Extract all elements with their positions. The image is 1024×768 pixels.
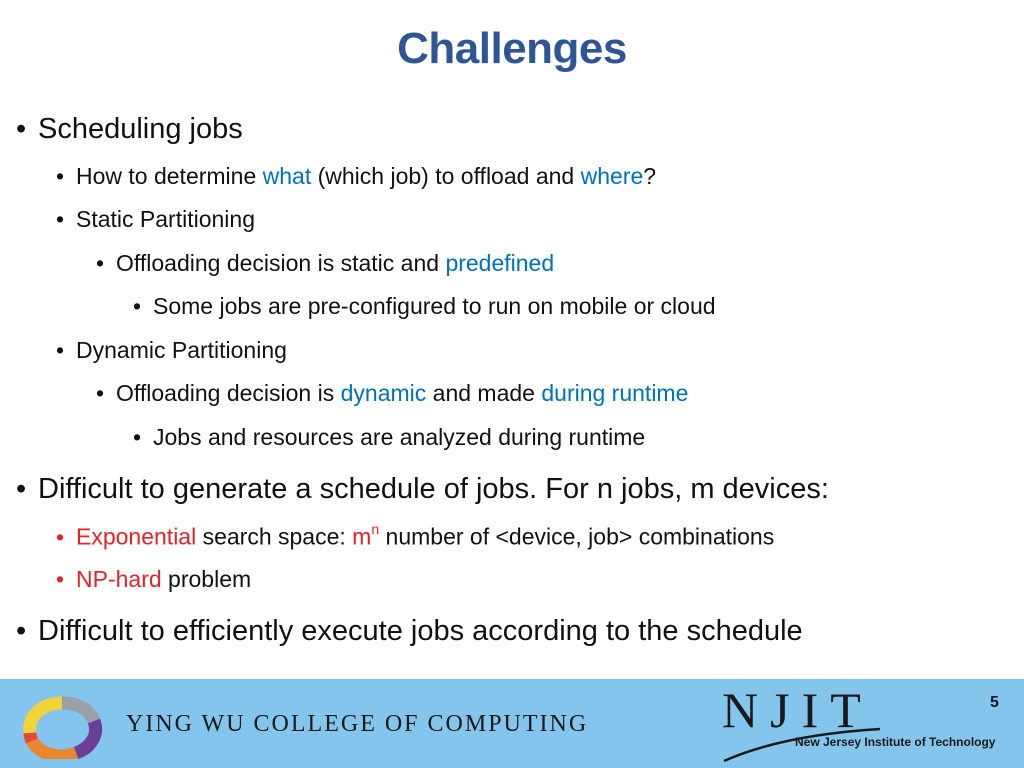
bullet-item: [133, 293, 716, 320]
bullet-dot-icon: •: [56, 337, 65, 363]
bullet-dot-icon: •: [56, 163, 65, 189]
bullet-dot-icon: •: [56, 523, 65, 550]
bullet-text: m: [352, 523, 372, 550]
slide-title: Challenges: [397, 24, 627, 73]
bullet-text: Some jobs are pre-configured to run on mobile or cloud: [153, 293, 716, 319]
bullet-dot-icon: •: [16, 473, 27, 505]
bullet-dot-icon: •: [96, 250, 105, 276]
page-number: 5: [990, 694, 999, 711]
bullet-text: Jobs and resources are analyzed during runtime: [153, 424, 646, 450]
bullet-text: Difficult to generate a schedule of jobs. For n jobs, m devices:: [38, 473, 829, 505]
institute-name: New Jersey Institute of Technology: [795, 735, 996, 749]
bullet-text: predefined: [445, 250, 555, 276]
bullet-item: [56, 206, 255, 233]
bullet-text: where: [580, 163, 644, 189]
bullet-text: and made: [426, 380, 542, 406]
bullet-text: problem: [161, 566, 252, 592]
bullet-text: Static Partitioning: [76, 206, 255, 232]
bullet-item: [56, 566, 251, 593]
footer-banner: [0, 679, 1024, 768]
bullet-text: How to determine: [76, 163, 263, 189]
bullet-item: [133, 424, 645, 451]
bullet-text: ?: [643, 163, 657, 189]
bullet-dot-icon: •: [56, 566, 65, 592]
njit-logo-text: NJIT: [722, 682, 873, 738]
bullet-text: Scheduling jobs: [38, 113, 243, 145]
bullet-text: dynamic: [340, 380, 427, 406]
bullet-dot-icon: •: [96, 380, 105, 406]
bullet-item: [16, 473, 829, 506]
bullet-text: what: [262, 163, 312, 189]
bullet-item: [56, 163, 656, 190]
bullet-dot-icon: •: [16, 113, 27, 145]
bullet-text: Exponential: [76, 523, 197, 550]
bullet-text: Dynamic Partitioning: [76, 337, 287, 363]
bullet-dot-icon: •: [133, 424, 142, 450]
bullet-text: search space:: [196, 523, 353, 550]
bullet-item: [96, 380, 688, 407]
bullet-item: [16, 113, 243, 146]
bullet-dot-icon: •: [56, 206, 65, 232]
bullet-dot-icon: •: [133, 293, 142, 319]
bullet-text: Offloading decision is: [116, 380, 341, 406]
bullet-text: Offloading decision is static and: [116, 250, 446, 276]
bullet-text: (which job) to offload and: [311, 163, 581, 189]
bullet-item: [56, 337, 287, 364]
bullet-item: [56, 523, 774, 551]
college-logo-icon: [20, 695, 104, 759]
bullet-item: [16, 615, 803, 648]
college-name: YING WU COLLEGE OF COMPUTING: [126, 711, 589, 737]
bullet-text: during runtime: [541, 380, 689, 406]
bullet-text: Difficult to efficiently execute jobs according to the schedule: [38, 615, 803, 647]
bullet-text: NP-hard: [76, 566, 162, 592]
bullet-text: number of <device, job> combinations: [379, 523, 775, 550]
bullet-text: n: [371, 521, 380, 537]
bullet-item: [96, 250, 554, 277]
bullet-dot-icon: •: [16, 615, 27, 647]
